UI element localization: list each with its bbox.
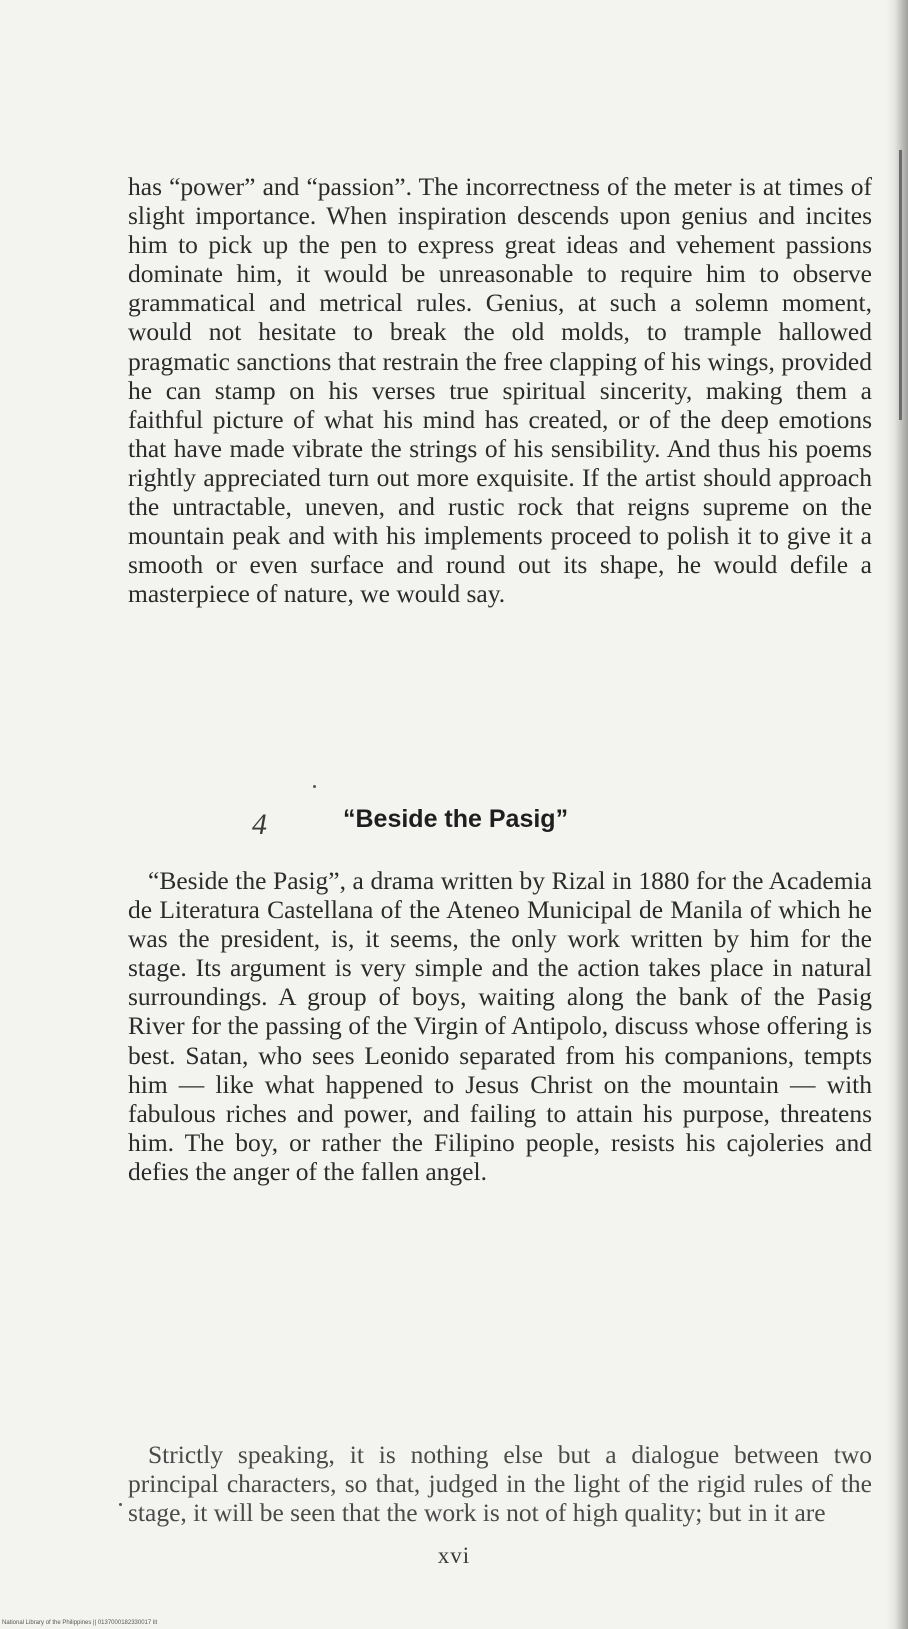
paragraph-2: “Beside the Pasig”, a drama written by Rizal in 1880 for the Academia de Literatura Castellana of the Ateneo Municipal de Manila of which he was the president, is, it seems, the only work written by him for the stage. Its argument is very simple and the action takes place in natural surroundings. A group of boys, waiting along the bank of the Pasig River for the passing of the Virgin of Antipolo, discuss whose offering is best. Satan, who sees Leonido separated from his companions, tempts him — like what happened to Jesus Christ on the mountain — with fabulous riches and power, and failing to attain his purpose, threatens him. The boy, or rather the Filipino people, resists his cajoleries and defies the anger of the fallen angel. [128,866,872,1186]
page-edge-line [899,150,902,420]
page-number: xvi [437,1543,471,1568]
ink-speck [313,785,316,788]
paragraph-1: has “power” and “passion”. The incorrectness of the meter is at times of slight importance. When inspiration descends upon genius and incites him to pick up the pen to express great ideas and vehement passions dominate him, it would be unreasonable to require him to observe grammatical and metrical rules. Genius, at such a solemn moment, would not hesitate to break the old molds, to trample hallowed pragmatic sanctions that restrain the free clapping of his wings, provided he can stamp on his verses true spiritual sincerity, making them a faithful picture of what his mind has created, or of the deep emotions that have made vibrate the strings of his sensibility. And thus his poems rightly appreciated turn out more exquisite. If the artist should approach the untractable, uneven, and rustic rock that reigns supreme on the mountain peak and with his implements proceed to polish it to give it a smooth or even surface and round out its shape, he would defile a masterpiece of nature, we would say. [128,172,872,609]
section-title: “Beside the Pasig” [343,805,569,833]
section-number: 4 [252,808,267,841]
page-edge-shadow [886,0,908,1629]
paragraph-3: Strictly speaking, it is nothing else but a dialogue between two principal characters, so that, judged in the light of the rigid rules of the stage, it will be seen that the work is not of high quality; but in it are [128,1440,872,1528]
ink-speck [119,1503,122,1506]
footer-credit: National Library of the Philippines || 0137000182330017 lit [2,1620,158,1626]
